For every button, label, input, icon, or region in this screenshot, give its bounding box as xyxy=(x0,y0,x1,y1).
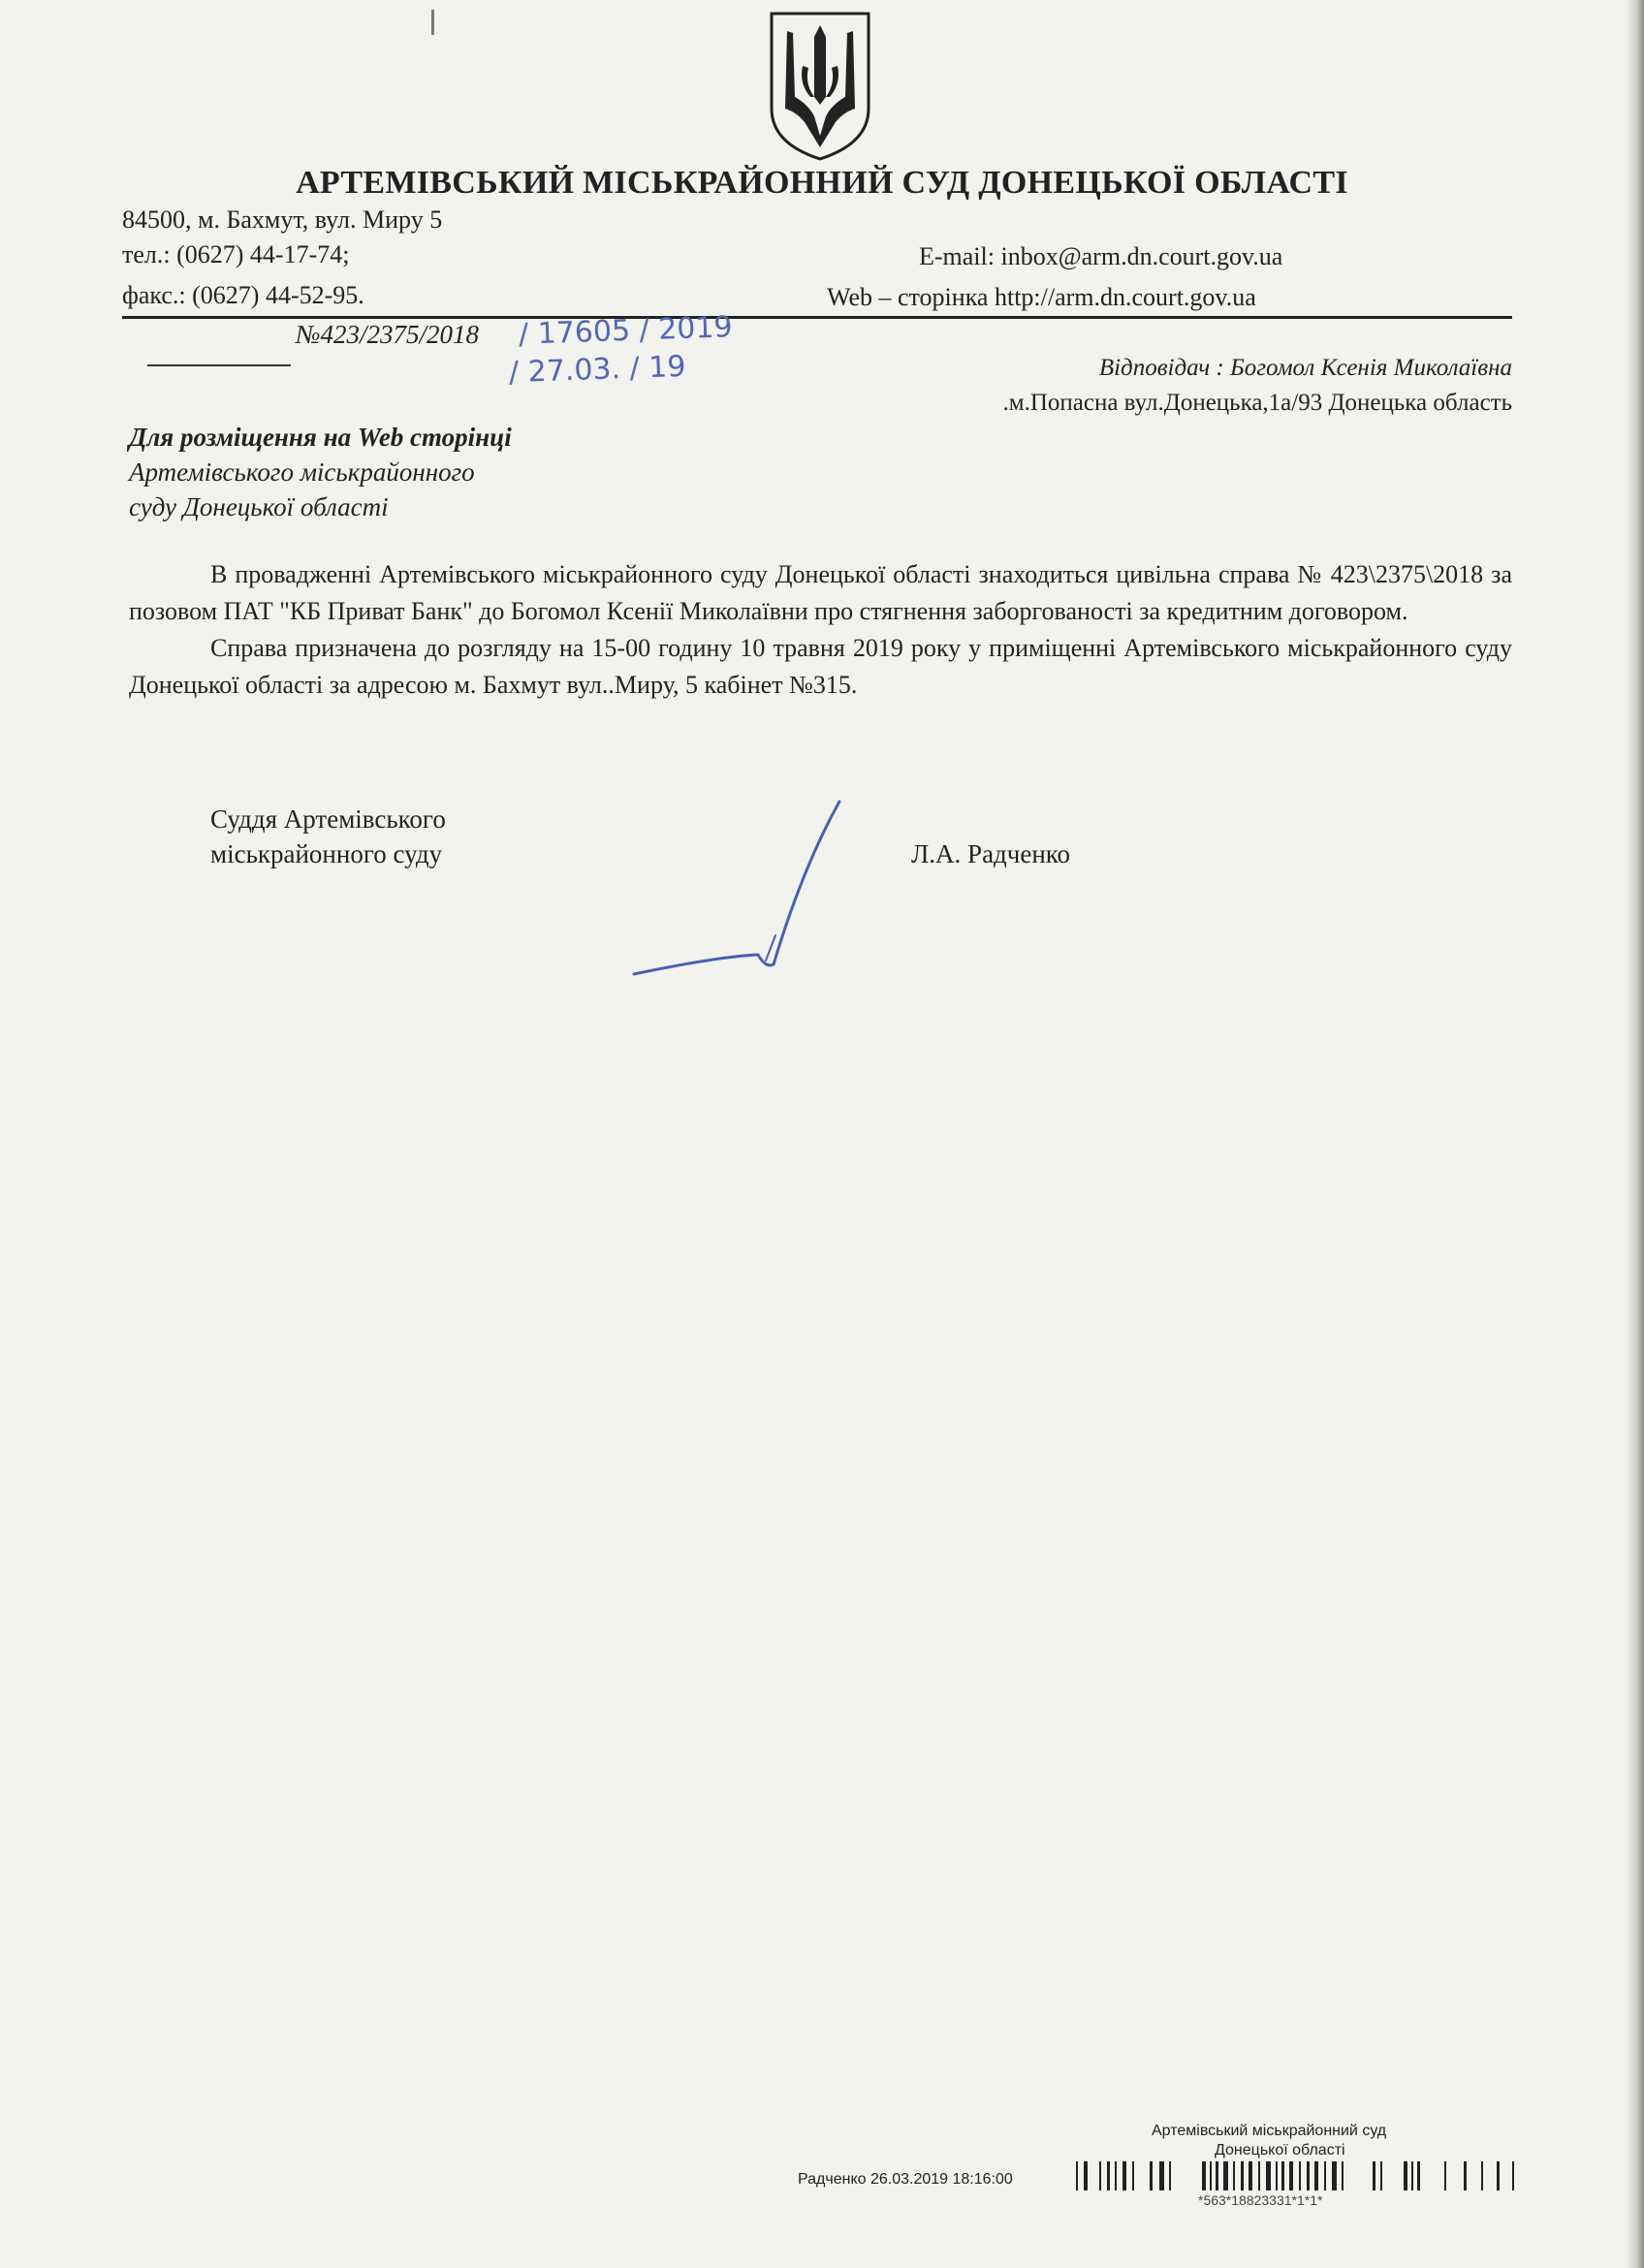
judge-title-line2: міськрайонного суду xyxy=(210,839,443,868)
recipient-name: Відповідач : Богомол Ксенія Миколаївна xyxy=(1098,355,1512,381)
web-note-title: Для розміщення на Web сторінці xyxy=(129,423,512,452)
court-fax: факс.: (0627) 44-52-95. xyxy=(122,281,364,309)
header-divider xyxy=(122,316,1512,319)
scan-mark xyxy=(431,10,434,35)
handwritten-registration-date: / 27.03. / 19 xyxy=(508,349,686,391)
barcode-text: *563*18823331*1*1* xyxy=(1198,2192,1323,2208)
notice-paragraph-1: В провадженні Артемівського міськрайонного суду Донецької області знаходиться цивільна справа № 423\2375\2018 за позовом ПАТ "КБ Приват Банк" до Богомол Ксенії Миколаївни про стягнення заборгованості за кредитним договором. xyxy=(129,560,1512,625)
court-website: Web – сторінка http://arm.dn.court.gov.ua xyxy=(827,283,1256,311)
case-number: №423/2375/2018 xyxy=(296,320,479,349)
stamp-author-datetime: Радченко 26.03.2019 18:16:00 xyxy=(798,2171,1013,2188)
notice-paragraph-2: Справа призначена до розгляду на 15-00 годину 10 травня 2019 року у приміщенні Артемівського міськрайонного суду Донецької області за адресою м. Бахмут вул..Миру, 5 кабінет №315. xyxy=(129,634,1512,699)
court-address: 84500, м. Бахмут, вул. Миру 5 xyxy=(122,205,443,234)
coat-of-arms-icon xyxy=(766,8,874,163)
judge-title-line1: Суддя Артемівського xyxy=(210,804,446,834)
barcode xyxy=(1057,2161,1522,2194)
recipient-address: .м.Попасна вул.Донецька,1а/93 Донецька область xyxy=(1002,390,1512,416)
court-phone: тел.: (0627) 44-17-74; xyxy=(122,240,350,268)
web-note-line2: Артемівського міськрайонного xyxy=(129,457,475,487)
handwritten-registration-number: / 17605 / 2019 xyxy=(518,310,734,352)
judge-signature xyxy=(620,790,853,984)
notice-body xyxy=(129,556,1512,704)
scan-edge xyxy=(1627,0,1644,2268)
court-title: АРТЕМІВСЬКИЙ МІСЬКРАЙОННИЙ СУД ДОНЕЦЬКОЇ ОБЛАСТІ xyxy=(296,165,1348,201)
stamp-court-line2: Донецької області xyxy=(1215,2142,1345,2158)
court-email: E-mail: inbox@arm.dn.court.gov.ua xyxy=(919,242,1283,270)
registration-blank-line xyxy=(147,341,291,366)
stamp-court-line1: Артемівський міськрайонний суд xyxy=(1152,2123,1387,2139)
judge-name: Л.А. Радченко xyxy=(911,839,1071,868)
web-note-line3: суду Донецької області xyxy=(129,492,389,521)
